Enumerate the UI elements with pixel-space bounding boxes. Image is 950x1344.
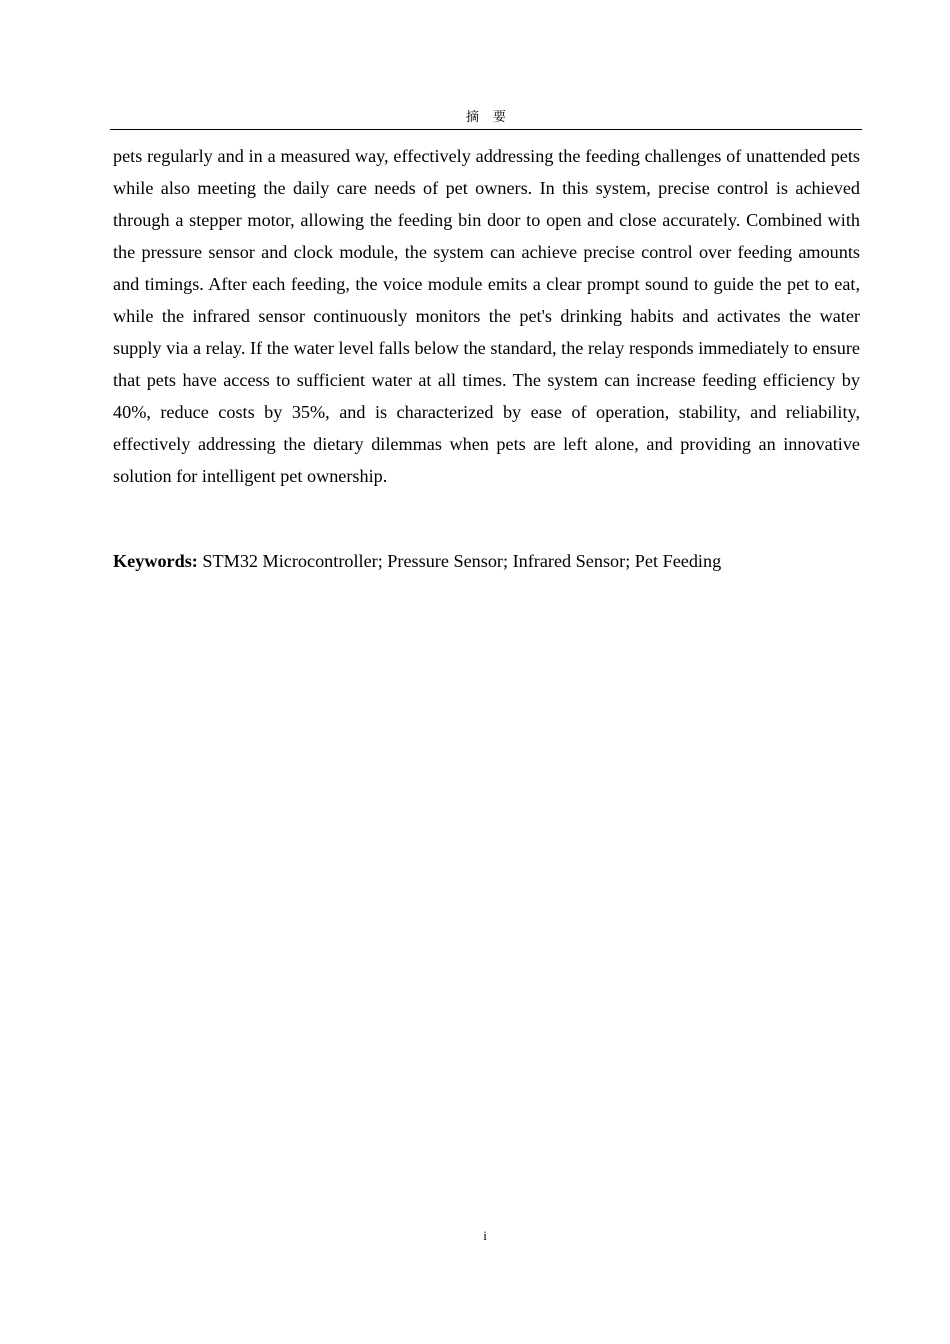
keywords-label: Keywords: xyxy=(113,551,198,571)
keywords-line xyxy=(113,545,860,577)
keywords-text: STM32 Microcontroller; Pressure Sensor; Infrared Sensor; Pet Feeding xyxy=(197,551,722,571)
page-number: i xyxy=(483,1228,487,1243)
abstract-paragraph: pets regularly and in a measured way, effectively addressing the feeding challenges of unattended pets while also meeting the daily care needs of pet owners. In this system, precise control is achieved through a stepper motor, allowing the feeding bin door to open and close accurately. Combined with the pressure sensor and clock module, the system can achieve precise control over feeding amounts and timings. After each feeding, the voice module emits a clear prompt sound to guide the pet to eat, while the infrared sensor continuously monitors the pet's drinking habits and activates the water supply via a relay. If the water level falls below the standard, the relay responds immediately to ensure that pets have access to sufficient water at all times. The system can increase feeding efficiency by 40%, reduce costs by 35%, and is characterized by ease of operation, stability, and reliability, effectively addressing the dietary dilemmas when pets are left alone, and providing an innovative solution for intelligent pet ownership. xyxy=(113,146,860,486)
page-header xyxy=(110,108,862,130)
header-title: 摘要 xyxy=(465,110,520,125)
